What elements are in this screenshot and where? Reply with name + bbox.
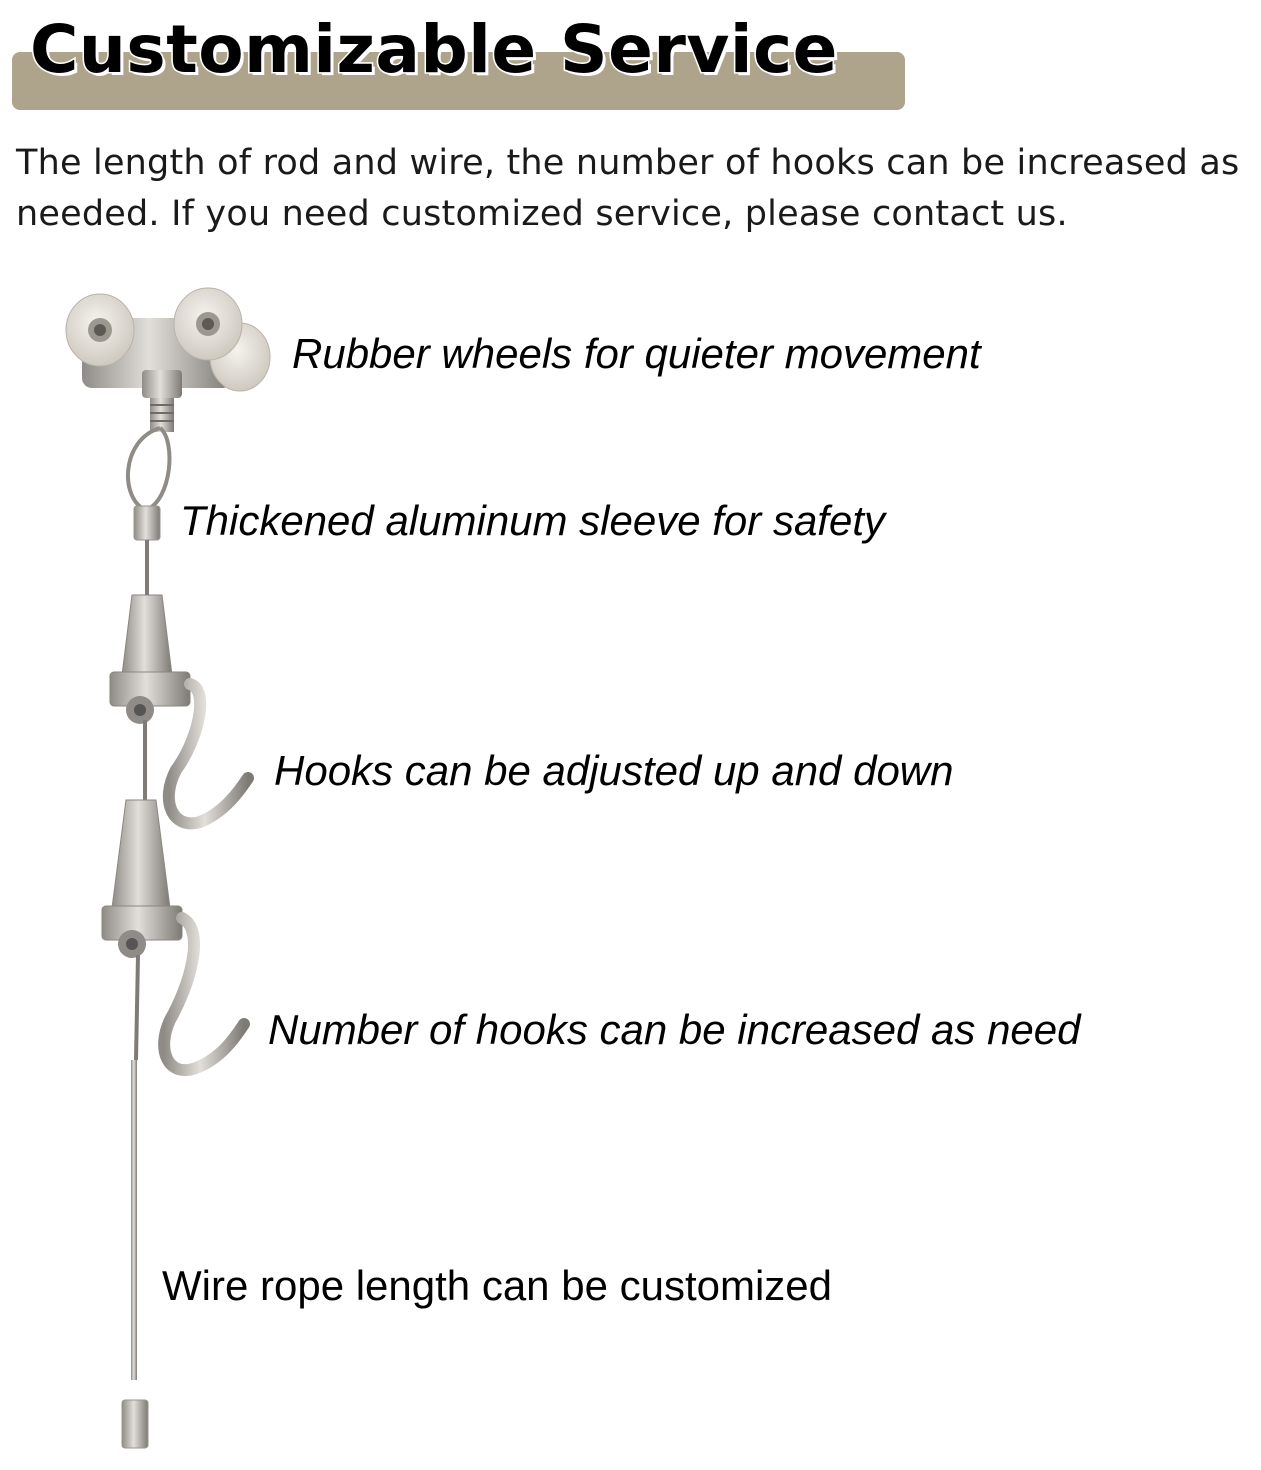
wire-rope-rod-icon xyxy=(122,1060,148,1448)
intro-text: The length of rod and wire, the number of hooks can be increased as needed. If you need customized service, please contact us. xyxy=(16,143,1240,234)
callout-wire-rope-length: Wire rope length can be customized xyxy=(162,1262,833,1309)
callout-rubber-wheels: Rubber wheels for quieter movement xyxy=(292,330,981,377)
rubber-wheels-icon xyxy=(66,288,270,432)
additional-hook-icon xyxy=(102,800,244,1070)
aluminum-sleeve-icon xyxy=(128,428,170,540)
adjustable-hook-icon xyxy=(110,595,248,823)
callout-hook-quantity: Number of hooks can be increased as need xyxy=(268,1006,1081,1053)
page-title: Customizable Service xyxy=(30,11,838,88)
callout-adjustable-hooks: Hooks can be adjusted up and down xyxy=(274,747,954,794)
hanging-hook-wire-kit-icon xyxy=(0,0,300,1470)
product-illustration xyxy=(0,0,300,1470)
callout-aluminum-sleeve: Thickened aluminum sleeve for safety xyxy=(180,497,885,544)
